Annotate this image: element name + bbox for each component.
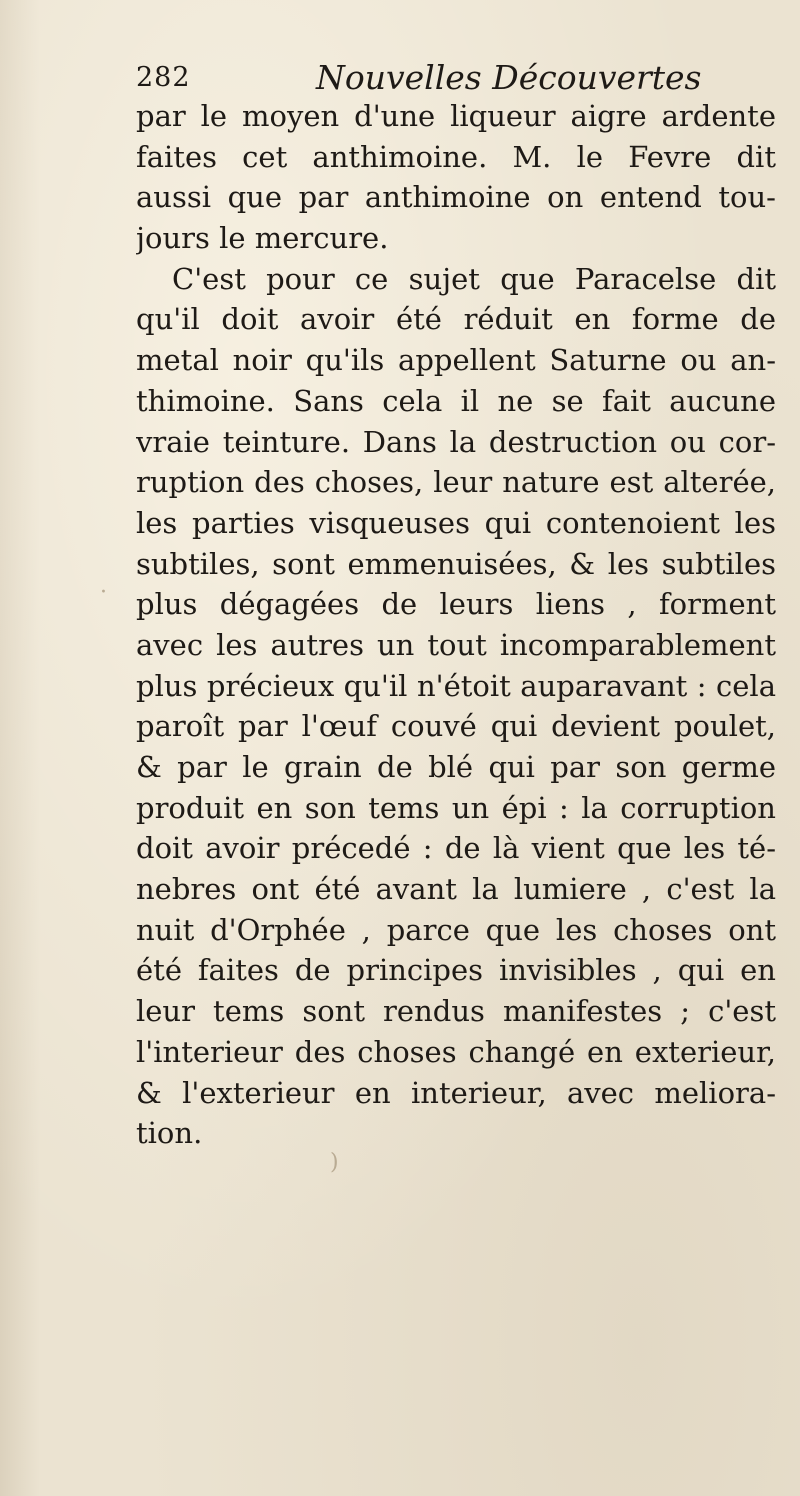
page-number: 282	[136, 62, 191, 93]
text-line: leur tems sont rendus manifestes ; c'est	[136, 994, 776, 1029]
text-line: nebres ont été avant la lumiere , c'est la	[136, 872, 776, 907]
text-line: vraie teinture. Dans la destruction ou cor-	[136, 424, 776, 459]
page-header	[136, 58, 702, 98]
text-line: aussi que par anthimoine on entend tou-	[136, 180, 776, 215]
text-line: thimoine. Sans cela il ne se fait aucune	[136, 383, 776, 418]
body-text	[136, 96, 776, 1154]
running-title: Nouvelles Découvertes	[316, 58, 702, 97]
text-line: tion.	[136, 1116, 203, 1151]
text-line: avec les autres un tout incomparablement	[136, 627, 776, 662]
text-line: par le moyen d'une liqueur aigre ardente	[136, 99, 776, 133]
text-line: produit en son tems un épi : la corruption	[136, 790, 776, 825]
text-line: jours le mercure.	[136, 221, 389, 256]
paper-speck: )	[330, 1150, 339, 1175]
text-line: metal noir qu'ils appellent Saturne ou an-	[136, 343, 776, 378]
text-line: les parties visqueuses qui contenoient les	[136, 505, 776, 540]
text-line: plus dégagées de leurs liens , forment	[136, 587, 776, 622]
text-line: doit avoir précedé : de là vient que les té-	[136, 831, 776, 866]
text-line: paroît par l'œuf couvé qui devient poulet,	[136, 709, 776, 744]
text-line: subtiles, sont emmenuisées, & les subtiles	[136, 546, 776, 581]
text-line: été faites de principes invisibles , qui en	[136, 953, 776, 988]
text-line: C'est pour ce sujet que Paracelse dit	[172, 261, 776, 296]
paper-speck: ·	[100, 580, 107, 605]
text-line: nuit d'Orphée , parce que les choses ont	[136, 912, 776, 947]
text-line: ruption des choses, leur nature est alterée,	[136, 465, 776, 500]
text-line: & par le grain de blé qui par son germe	[136, 750, 776, 784]
text-line: faites cet anthimoine. M. le Fevre dit	[136, 139, 776, 174]
text-line: plus précieux qu'il n'étoit auparavant : cela	[136, 668, 776, 703]
text-line: & l'exterieur en interieur, avec meliora-	[136, 1075, 776, 1110]
text-line: qu'il doit avoir été réduit en forme de	[136, 302, 776, 337]
text-line: l'interieur des choses changé en exterieur,	[136, 1034, 776, 1069]
